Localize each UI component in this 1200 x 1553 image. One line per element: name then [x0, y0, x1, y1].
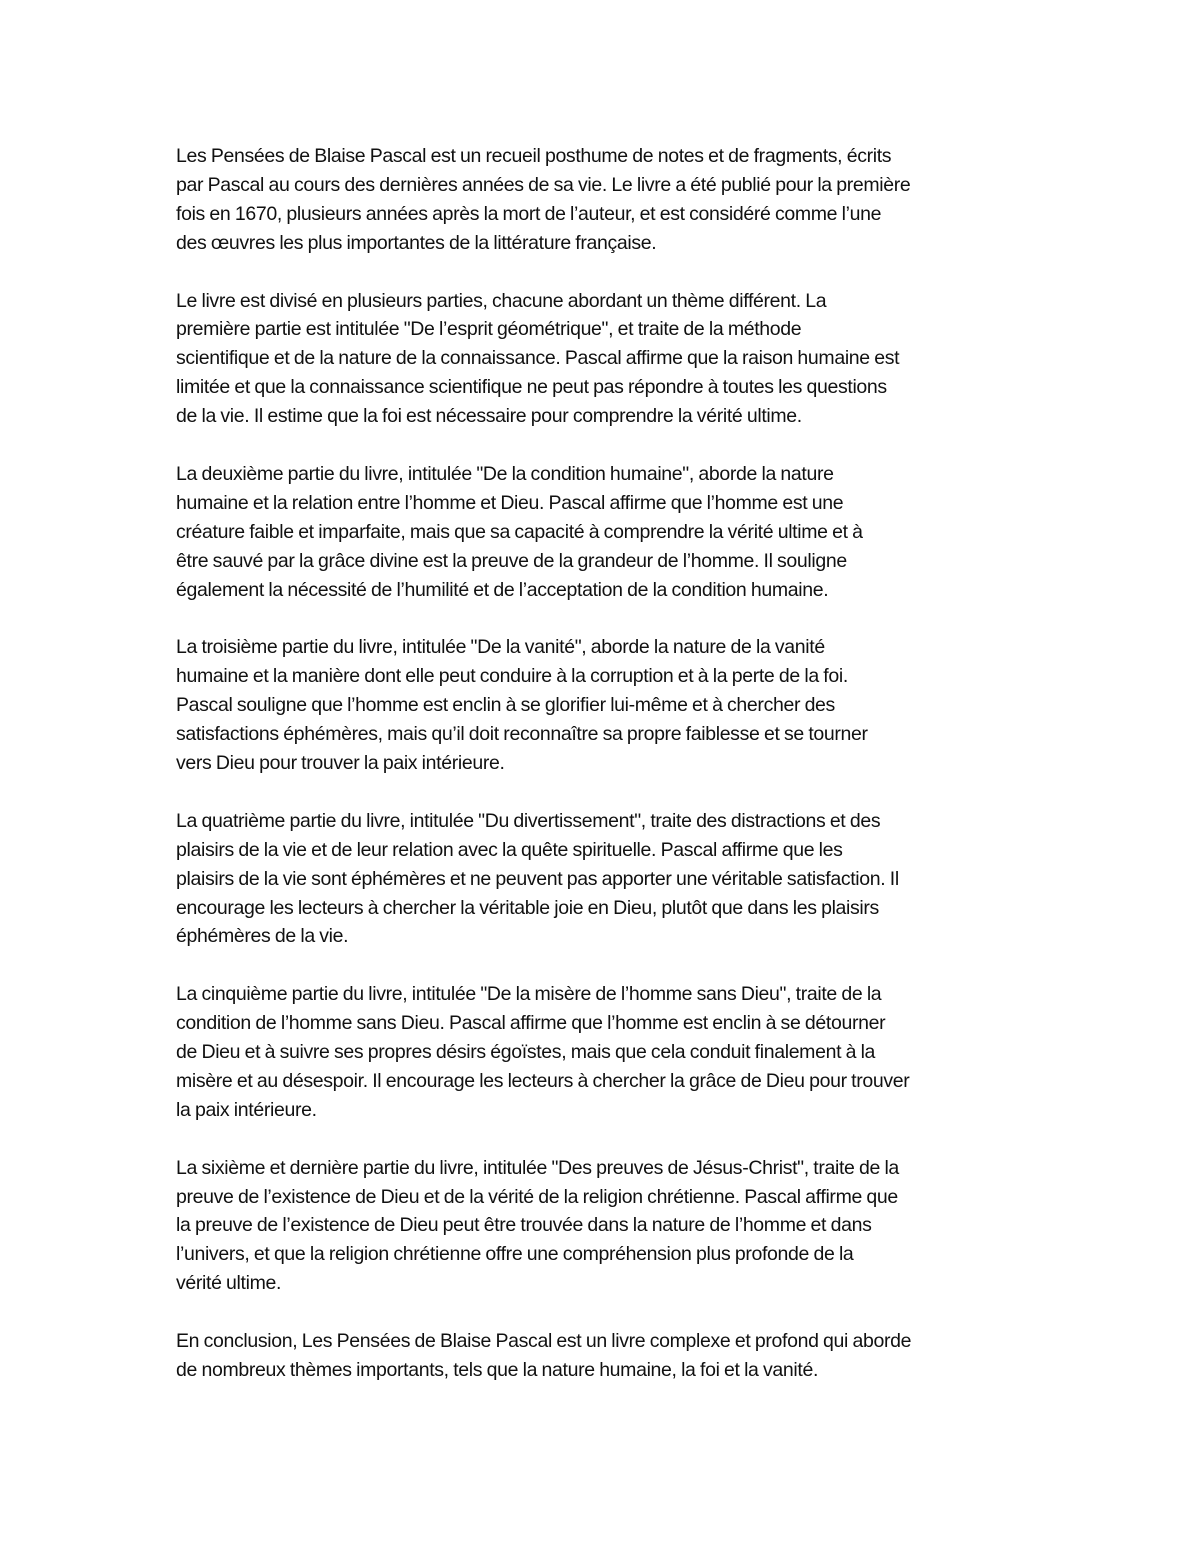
text-line: plaisirs de la vie sont éphémères et ne peuvent pas apporter une véritable satisfaction. Il: [176, 867, 899, 890]
text-line: scientifique et de la nature de la connaissance. Pascal affirme que la raison humaine est: [176, 347, 900, 370]
text-line: la preuve de l’existence de Dieu peut être trouvée dans la nature de l’homme et dans: [176, 1214, 872, 1237]
text-line: preuve de l’existence de Dieu et de la vérité de la religion chrétienne. Pascal affirme que: [176, 1185, 898, 1208]
text-line: première partie est intitulée "De l’esprit géométrique", et traite de la méthode: [176, 318, 802, 341]
text-line: plaisirs de la vie et de leur relation avec la quête spirituelle. Pascal affirme que les: [176, 838, 843, 861]
text-line: condition de l’homme sans Dieu. Pascal affirme que l’homme est enclin à se détourner: [176, 1012, 886, 1035]
text-line: créature faible et imparfaite, mais que sa capacité à comprendre la vérité ultime et à: [176, 520, 863, 543]
text-line: Pascal souligne que l’homme est enclin à se glorifier lui-même et à chercher des: [176, 694, 835, 717]
text-line: limitée et que la connaissance scientifique ne peut pas répondre à toutes les questions: [176, 376, 887, 399]
text-line: La deuxième partie du livre, intitulée "De la condition humaine", aborde la nature: [176, 462, 834, 485]
paragraph-part-2: [176, 460, 1046, 605]
text-line: de la vie. Il estime que la foi est nécessaire pour comprendre la vérité ultime.: [176, 405, 802, 428]
text-line: Le livre est divisé en plusieurs parties, chacune abordant un thème différent. La: [176, 289, 827, 312]
text-line: La quatrième partie du livre, intitulée "Du divertissement", traite des distractions et des: [176, 809, 881, 832]
text-line: humaine et la relation entre l’homme et Dieu. Pascal affirme que l’homme est une: [176, 491, 844, 514]
text-line: La troisième partie du livre, intitulée "De la vanité", aborde la nature de la vanité: [176, 636, 825, 659]
paragraph-part-3: [176, 633, 1046, 778]
text-line: vers Dieu pour trouver la paix intérieure.: [176, 751, 505, 774]
text-line: être sauvé par la grâce divine est la preuve de la grandeur de l’homme. Il souligne: [176, 549, 847, 572]
text-line: satisfactions éphémères, mais qu’il doit reconnaître sa propre faiblesse et se tourner: [176, 723, 868, 746]
text-line: Les Pensées de Blaise Pascal est un recueil posthume de notes et de fragments, écrits: [176, 145, 892, 167]
text-line: de nombreux thèmes importants, tels que la nature humaine, la foi et la vanité.: [176, 1358, 819, 1381]
text-line: humaine et la manière dont elle peut conduire à la corruption et à la perte de la foi.: [176, 665, 848, 688]
text-line: des œuvres les plus importantes de la littérature française.: [176, 231, 657, 254]
text-line: également la nécessité de l’humilité et de l’acceptation de la condition humaine.: [176, 578, 829, 601]
paragraph-part-4: [176, 807, 1046, 952]
paragraph-part-6: [176, 1154, 1046, 1299]
text-line: la paix intérieure.: [176, 1098, 317, 1121]
text-line: de Dieu et à suivre ses propres désirs égoïstes, mais que cela conduit finalement à la: [176, 1041, 876, 1064]
paragraph-conclusion: [176, 1327, 1046, 1385]
text-line: vérité ultime.: [176, 1272, 282, 1295]
text-line: La sixième et dernière partie du livre, intitulée "Des preuves de Jésus-Christ", traite de la: [176, 1156, 899, 1179]
paragraph-part-5: [176, 980, 1046, 1125]
text-line: éphémères de la vie.: [176, 925, 349, 948]
text-line: misère et au désespoir. Il encourage les lecteurs à chercher la grâce de Dieu pour trouver: [176, 1069, 910, 1092]
text-line: par Pascal au cours des dernières années de sa vie. Le livre a été publié pour la première: [176, 173, 911, 196]
text-line: fois en 1670, plusieurs années après la mort de l’auteur, et est considéré comme l’une: [176, 202, 882, 225]
text-line: encourage les lecteurs à chercher la véritable joie en Dieu, plutôt que dans les plaisirs: [176, 896, 879, 919]
text-line: En conclusion, Les Pensées de Blaise Pascal est un livre complexe et profond qui aborde: [176, 1330, 912, 1353]
document-body: [176, 142, 1046, 1414]
paragraph-intro: [176, 142, 1046, 258]
text-line: l’univers, et que la religion chrétienne offre une compréhension plus profonde de la: [176, 1243, 854, 1266]
paragraph-part-1: [176, 287, 1046, 432]
text-line: La cinquième partie du livre, intitulée "De la misère de l’homme sans Dieu", traite de la: [176, 983, 882, 1006]
